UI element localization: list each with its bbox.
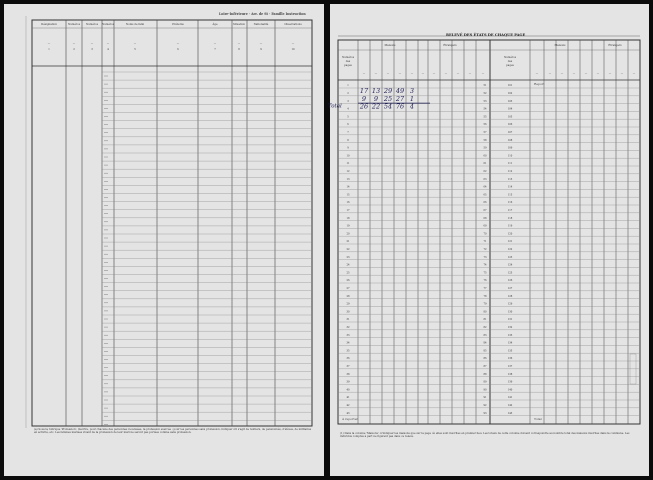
- left-row-number: 75: [483, 271, 487, 275]
- left-row-number: 55: [483, 115, 487, 119]
- right-row-number: 128: [507, 294, 513, 298]
- handwritten-value: 17: [359, 87, 369, 95]
- right-row-number: 111: [507, 162, 513, 166]
- left-row-number: 21: [346, 240, 350, 244]
- left-row-number: 87: [483, 365, 487, 368]
- left-row-number: 43: [346, 411, 350, 415]
- left-form-frame: [32, 20, 312, 426]
- left-row-number: 42: [346, 404, 350, 407]
- column-subheader-text: —: [291, 42, 295, 45]
- left-col-mark: —: [468, 72, 472, 75]
- left-row-number: 1: [347, 84, 349, 88]
- column-subheader-text: —: [47, 42, 51, 45]
- left-col-mark: —: [374, 72, 378, 75]
- column-subheader-text: —: [72, 42, 76, 45]
- column-header-text: Noms de fami: [125, 23, 145, 26]
- right-row-number: 110: [507, 154, 513, 158]
- right-row-number: 137: [507, 365, 513, 368]
- left-row-number: 15: [346, 193, 350, 197]
- right-summary-grid: [330, 4, 649, 476]
- right-total-label: Total: [534, 417, 542, 421]
- left-row-number: 26: [346, 279, 350, 283]
- handwritten-value: 49: [395, 87, 405, 95]
- handwritten-value: 1: [409, 94, 415, 103]
- left-row-number: 64: [483, 185, 487, 189]
- left-row-number: 66: [483, 201, 487, 205]
- right-row-number: 108: [507, 138, 513, 142]
- right-report-label: Report: [534, 82, 545, 86]
- right-page: [330, 4, 649, 476]
- left-row-number: 18: [346, 216, 350, 220]
- left-row-number: 41: [346, 396, 350, 400]
- left-pages-header: Numéros: [341, 56, 355, 59]
- left-row-number: 13: [346, 177, 350, 181]
- right-row-number: 123: [507, 255, 513, 259]
- handwritten-value: 25: [383, 94, 393, 103]
- handwritten-value: 3: [409, 87, 415, 95]
- right-row-number: 125: [507, 271, 513, 275]
- left-row-number: 27: [346, 287, 350, 290]
- right-row-number: 143: [507, 411, 513, 415]
- left-row-number: 36: [346, 357, 350, 361]
- column-number-text: 9: [260, 48, 262, 51]
- left-row-number: 86: [483, 357, 487, 361]
- right-row-number: 102: [507, 92, 513, 95]
- column-header-text: Numéros: [101, 23, 115, 26]
- handwritten-value: 9: [361, 94, 367, 103]
- right-col-mark: —: [632, 72, 636, 75]
- handwritten-value: 9: [373, 94, 379, 103]
- left-row-number: 8: [347, 138, 349, 142]
- right-row-number: 101: [507, 84, 513, 88]
- column-number-text: 5: [134, 48, 136, 51]
- left-row-number: 39: [346, 380, 350, 384]
- column-number-text: 8: [238, 48, 240, 51]
- left-row-number: 84: [483, 341, 487, 345]
- left-col-mark: —: [444, 72, 448, 75]
- left-row-number: 4: [347, 107, 349, 111]
- left-row-number: 28: [346, 294, 350, 298]
- left-row-number: 9: [347, 146, 349, 150]
- left-row-number: 81: [483, 318, 487, 322]
- left-row-number: 23: [346, 255, 350, 259]
- left-row-number: 16: [346, 201, 350, 205]
- right-col-mark: —: [535, 72, 539, 75]
- left-row-number: 71: [483, 240, 487, 244]
- left-row-number: 32: [346, 326, 350, 329]
- left-row-number: 6: [347, 123, 349, 127]
- column-subheader-text: —: [90, 42, 94, 45]
- handwritten-value: 4: [409, 102, 415, 111]
- handwritten-value: 54: [383, 102, 393, 111]
- left-pages-header: pages: [344, 64, 352, 67]
- handwritten-value: 27: [395, 94, 405, 103]
- right-col-mark: —: [596, 72, 600, 75]
- left-row-number: 92: [483, 404, 487, 407]
- right-row-number: 142: [507, 404, 513, 407]
- right-group-header: Étrangers: [608, 44, 622, 47]
- right-row-number: 131: [507, 318, 513, 322]
- column-header-text: Situation: [233, 23, 245, 26]
- right-row-number: 135: [507, 349, 513, 353]
- right-row-number: 129: [507, 302, 513, 306]
- right-col-mark: —: [560, 72, 564, 75]
- column-subheader-text: —: [176, 42, 180, 45]
- left-row-number: 40: [346, 388, 350, 392]
- left-row-number: 31: [346, 318, 350, 322]
- right-group-header: Maisons: [554, 44, 566, 47]
- left-row-number: 14: [346, 185, 350, 189]
- right-row-number: 119: [507, 224, 513, 228]
- left-row-number: 76: [483, 279, 487, 283]
- left-row-number: 69: [483, 224, 487, 228]
- right-row-number: 124: [507, 263, 513, 267]
- column-header-text: Observations: [284, 23, 302, 26]
- left-row-number: 62: [483, 170, 487, 173]
- right-row-number: 133: [507, 333, 513, 337]
- left-row-number: 3: [347, 99, 349, 103]
- column-number-text: 2: [73, 48, 75, 51]
- column-subheader-text: —: [237, 42, 241, 45]
- right-row-number: 134: [507, 341, 513, 345]
- right-row-number: 122: [507, 248, 513, 251]
- left-row-number: 91: [483, 396, 487, 400]
- handwritten-value: 13: [371, 87, 381, 95]
- column-header-text: Prénoms: [172, 23, 184, 26]
- left-form-grid: [4, 4, 324, 476]
- right-col-mark: —: [572, 72, 576, 75]
- right-row-number: 141: [507, 396, 513, 400]
- left-row-number: 29: [346, 302, 350, 306]
- right-pages-header: pages: [506, 64, 514, 67]
- stamp-mark: [630, 354, 636, 384]
- right-row-number: 136: [507, 357, 513, 361]
- right-row-number: 112: [507, 170, 513, 173]
- left-col-mark: —: [410, 72, 414, 75]
- left-page: [4, 4, 324, 476]
- right-row-number: 140: [507, 388, 513, 392]
- handwritten-value: 26: [359, 102, 369, 111]
- right-col-mark: —: [584, 72, 588, 75]
- right-row-number: 132: [507, 326, 513, 329]
- right-row-number: 138: [507, 372, 513, 376]
- left-row-number: 38: [346, 372, 350, 376]
- left-row-number: 78: [483, 294, 487, 298]
- right-row-number: 105: [507, 115, 513, 119]
- column-header-text: Âge: [212, 23, 218, 26]
- left-row-number: 65: [483, 193, 487, 197]
- column-number-text: 1: [48, 48, 50, 51]
- right-footnote: (1) Dans la colonne 'Maisons', n'indiquer les maisons que sur la page où elles sont inscrites en premier lieu. Les totaux de cette colonne doivent correspondre au nombre total des maisons inscrites dans la commune. Les individus comptés à part ne figurent pas dans ce relevé.: [340, 432, 630, 439]
- left-row-number: 5: [347, 115, 349, 119]
- left-row-number: 17: [346, 209, 350, 212]
- column-subheader-text: —: [259, 42, 263, 45]
- column-number-text: 3: [91, 48, 93, 51]
- right-row-number: 113: [507, 177, 513, 181]
- left-col-mark: —: [481, 72, 485, 75]
- left-row-number: 2: [347, 92, 349, 95]
- left-row-number: 63: [483, 177, 487, 181]
- column-number-text: 6: [177, 48, 179, 51]
- left-row-number: 34: [346, 341, 350, 345]
- right-row-number: 139: [507, 380, 513, 384]
- column-subheader-text: —: [106, 42, 110, 45]
- right-col-mark: —: [548, 72, 552, 75]
- right-row-number: 118: [507, 216, 513, 220]
- left-group-header: Maisons: [384, 44, 396, 47]
- left-row-number: 57: [483, 131, 487, 134]
- left-row-number: 67: [483, 209, 487, 212]
- left-row-number: 77: [483, 287, 487, 290]
- right-col-mark: —: [608, 72, 612, 75]
- left-row-number: 74: [483, 263, 487, 267]
- left-row-number: 72: [483, 248, 487, 251]
- left-pages-header: des: [345, 60, 351, 63]
- left-row-number: 60: [483, 154, 487, 158]
- left-row-number: 82: [483, 326, 487, 329]
- column-header-text: Désignation: [41, 23, 57, 26]
- right-row-number: 116: [507, 201, 513, 205]
- right-page-title: RELEVÉ DES ÉTATS DE CHAQUE PAGE: [446, 33, 526, 37]
- left-col-mark: —: [362, 72, 366, 75]
- right-row-number: 103: [507, 99, 513, 103]
- right-row-number: 126: [507, 279, 513, 283]
- left-row-number: 90: [483, 388, 487, 392]
- handwritten-value: 76: [395, 102, 405, 111]
- left-row-number: 7: [347, 131, 349, 134]
- left-row-number: 52: [483, 92, 487, 95]
- left-row-number: 24: [346, 263, 350, 267]
- column-number-text: 4: [107, 48, 109, 51]
- left-footnote: (a) Sous la rubrique 'Profession', inscrire, pour chacune des personnes recensées, la profession exercée ; pour les personnes sans profession, indiquer s'il s'agit de rentiers, de pensionnés, d'élèves, de militaires en activité, etc. Les femmes mariées vivant de la profession de leur mari ne seront pas portées comme sans profession.: [34, 428, 312, 435]
- left-row-number: 30: [346, 310, 350, 314]
- left-col-mark: —: [456, 72, 460, 75]
- column-number-text: 10: [291, 48, 295, 51]
- left-row-number: 56: [483, 123, 487, 127]
- right-row-number: 104: [507, 107, 513, 111]
- left-row-number: 58: [483, 138, 487, 142]
- right-row-number: 130: [507, 310, 513, 314]
- left-col-mark: —: [386, 72, 390, 75]
- right-col-mark: —: [620, 72, 624, 75]
- left-row-number: 88: [483, 372, 487, 376]
- right-row-number: 106: [507, 123, 513, 127]
- left-row-number: 80: [483, 310, 487, 314]
- handwritten-total-label: Total: [328, 103, 342, 110]
- left-row-number: 70: [483, 232, 487, 236]
- column-subheader-text: —: [213, 42, 217, 45]
- right-row-number: 120: [507, 232, 513, 236]
- right-row-number: 127: [507, 287, 513, 290]
- left-row-number: 83: [483, 333, 487, 337]
- left-header-line: Loire-Inférieure · Arr. de St · Famille Instruction: [219, 12, 306, 16]
- left-col-mark: —: [398, 72, 402, 75]
- left-row-number: 10: [346, 154, 350, 158]
- column-header-text: Numéros: [85, 23, 99, 26]
- left-row-number: 11: [346, 162, 350, 166]
- left-row-number: 25: [346, 271, 350, 275]
- column-subheader-text: —: [133, 42, 137, 45]
- right-row-number: 114: [507, 185, 513, 189]
- left-row-number: 19: [346, 224, 350, 228]
- left-row-number: 12: [346, 170, 350, 173]
- right-row-number: 121: [507, 240, 513, 244]
- left-row-number: 85: [483, 349, 487, 353]
- left-col-mark: —: [421, 72, 425, 75]
- left-row-number: 53: [483, 99, 487, 103]
- left-row-number: 22: [346, 248, 350, 251]
- left-col-mark: —: [432, 72, 436, 75]
- right-row-number: 117: [507, 209, 513, 212]
- right-row-number: 115: [507, 193, 513, 197]
- right-row-number: 109: [507, 146, 513, 150]
- column-number-text: 7: [214, 48, 216, 51]
- right-pages-header: des: [507, 60, 513, 63]
- left-row-number: 35: [346, 349, 350, 353]
- left-row-number: 37: [346, 365, 350, 368]
- report-label: À reporter: [342, 417, 358, 421]
- right-row-number: 107: [507, 131, 513, 134]
- handwritten-value: 29: [383, 87, 393, 95]
- left-row-number: 68: [483, 216, 487, 220]
- column-header-text: Numéros: [67, 23, 81, 26]
- left-row-number: 61: [483, 162, 487, 166]
- left-row-number: 33: [346, 333, 350, 337]
- left-row-number: 93: [483, 411, 487, 415]
- left-row-number: 73: [483, 255, 487, 259]
- left-row-number: 89: [483, 380, 487, 384]
- left-row-number: 79: [483, 302, 487, 306]
- column-header-text: Nationalité: [253, 23, 269, 26]
- left-row-number: 59: [483, 146, 487, 150]
- left-group-header: Étrangers: [443, 44, 457, 47]
- handwritten-value: 22: [371, 102, 381, 111]
- right-pages-header: Numéros: [503, 56, 517, 59]
- left-row-number: 51: [483, 84, 487, 88]
- left-row-number: 54: [483, 107, 487, 111]
- left-row-number: 20: [346, 232, 350, 236]
